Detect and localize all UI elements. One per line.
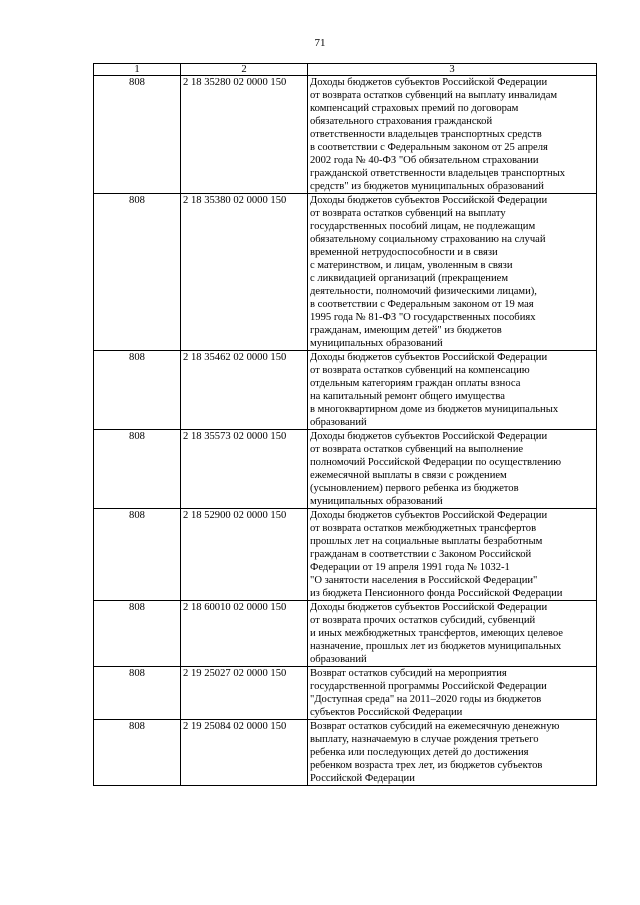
income-code-cell: 2 18 60010 02 0000 150 bbox=[181, 601, 308, 667]
page-number: 71 bbox=[314, 37, 326, 49]
income-code-cell: 2 19 25027 02 0000 150 bbox=[181, 667, 308, 720]
description-cell: Доходы бюджетов субъектов Российской Федерации от возврата прочих остатков субсидий, субвенций и иных межбюджетных трансфертов, имеющих целевое назначение, прошлых лет из бюджетов муниципальных образований bbox=[308, 601, 597, 667]
description-cell: Доходы бюджетов субъектов Российской Федерации от возврата остатков субвенций на выполнение полномочий Российской Федерации по осуществлению ежемесячной выплаты в связи с рождением (усыновлением) первого ребенка из бюджетов муниципальных образований bbox=[308, 430, 597, 509]
admin-code-cell: 808 bbox=[94, 509, 181, 601]
income-code-cell: 2 18 35380 02 0000 150 bbox=[181, 194, 308, 351]
table-row bbox=[94, 76, 597, 194]
column-header-code: 2 bbox=[181, 64, 308, 76]
income-code-cell: 2 18 35462 02 0000 150 bbox=[181, 351, 308, 430]
admin-code-cell: 808 bbox=[94, 667, 181, 720]
table-row bbox=[94, 430, 597, 509]
budget-classification-table bbox=[93, 63, 597, 786]
income-code-cell: 2 18 35573 02 0000 150 bbox=[181, 430, 308, 509]
column-header-description: 3 bbox=[308, 64, 597, 76]
income-code-cell: 2 18 35280 02 0000 150 bbox=[181, 76, 308, 194]
description-cell: Возврат остатков субсидий на мероприятия государственной программы Российской Федерации "Доступная среда" на 2011–2020 годы из бюджетов субъектов Российской Федерации bbox=[308, 667, 597, 720]
admin-code-cell: 808 bbox=[94, 430, 181, 509]
description-cell: Доходы бюджетов субъектов Российской Федерации от возврата остатков субвенций на выплату инвалидам компенсаций страховых премий по договорам обязательного страхования гражданской ответственности владельцев транспортных средств в соответствии с Федеральным законом от 25 апреля 2002 года № 40-ФЗ "Об обязательном страховании гражданской ответственности владельцев транспортных средств" из бюджетов муниципальных образований bbox=[308, 76, 597, 194]
admin-code-cell: 808 bbox=[94, 76, 181, 194]
admin-code-cell: 808 bbox=[94, 601, 181, 667]
table-row bbox=[94, 194, 597, 351]
table-header-row bbox=[94, 64, 597, 76]
income-code-cell: 2 18 52900 02 0000 150 bbox=[181, 509, 308, 601]
table-row bbox=[94, 509, 597, 601]
table-row bbox=[94, 351, 597, 430]
column-header-admin: 1 bbox=[94, 64, 181, 76]
description-cell: Доходы бюджетов субъектов Российской Федерации от возврата остатков субвенций на компенсацию отдельным категориям граждан оплаты взноса на капитальный ремонт общего имущества в многоквартирном доме из бюджетов муниципальных образований bbox=[308, 351, 597, 430]
description-cell: Возврат остатков субсидий на ежемесячную денежную выплату, назначаемую в случае рождения третьего ребенка или последующих детей до достижения ребенком возраста трех лет, из бюджетов субъектов Российской Федерации bbox=[308, 720, 597, 786]
admin-code-cell: 808 bbox=[94, 720, 181, 786]
description-cell: Доходы бюджетов субъектов Российской Федерации от возврата остатков межбюджетных трансфертов прошлых лет на социальные выплаты безработным гражданам в соответствии с Законом Российской Федерации от 19 апреля 1991 года № 1032-1 "О занятости населения в Российской Федерации" из бюджета Пенсионного фонда Российской Федерации bbox=[308, 509, 597, 601]
income-code-cell: 2 19 25084 02 0000 150 bbox=[181, 720, 308, 786]
admin-code-cell: 808 bbox=[94, 351, 181, 430]
admin-code-cell: 808 bbox=[94, 194, 181, 351]
table-row bbox=[94, 601, 597, 667]
description-cell: Доходы бюджетов субъектов Российской Федерации от возврата остатков субвенций на выплату государственных пособий лицам, не подлежащим обязательному социальному страхованию на случай временной нетрудоспособности и в связи с материнством, и лицам, уволенным в связи с ликвидацией организаций (прекращением деятельности, полномочий физическими лицами), в соответствии с Федеральным законом от 19 мая 1995 года № 81-ФЗ "О государственных пособиях гражданам, имеющим детей" из бюджетов муниципальных образований bbox=[308, 194, 597, 351]
table-row bbox=[94, 667, 597, 720]
table-row bbox=[94, 720, 597, 786]
